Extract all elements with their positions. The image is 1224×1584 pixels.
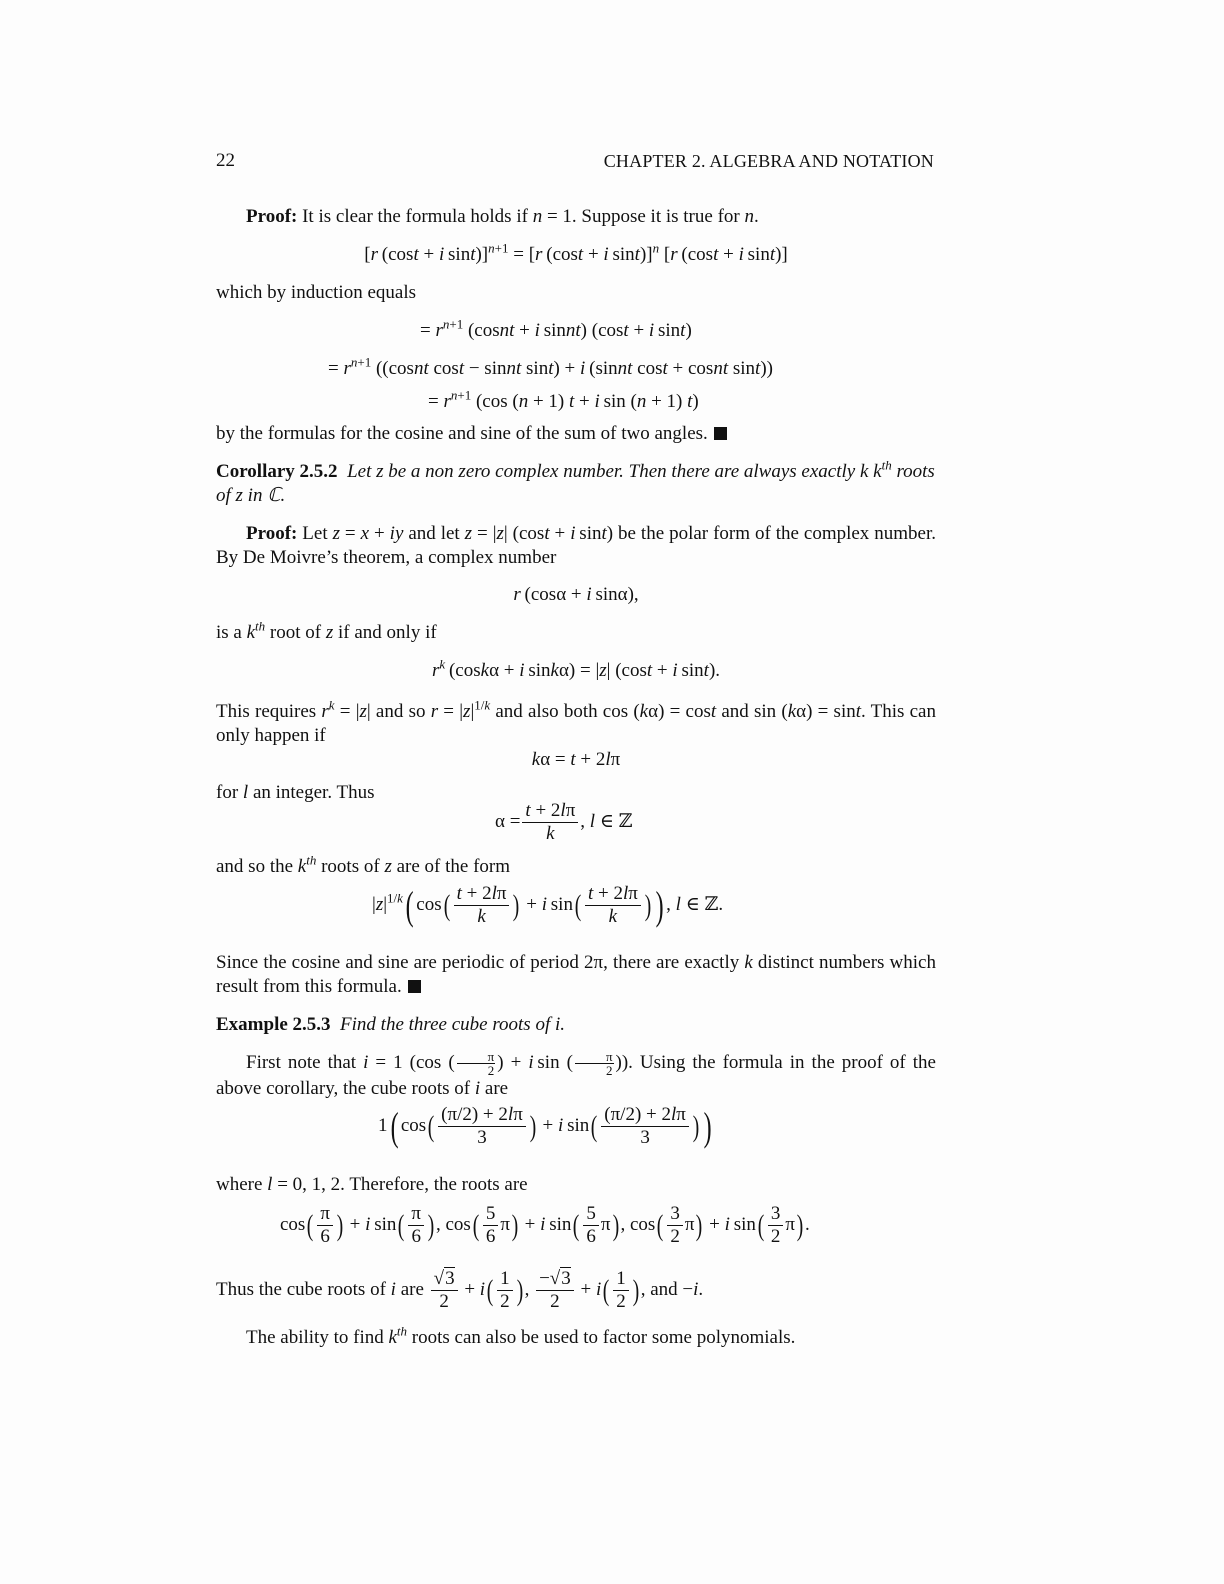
corollary-2-5-2: Corollary 2.5.2 Let z be a non zero complex number. Then there are always exactly k $k^{th}$ roots of z in ℂ. bbox=[216, 457, 935, 506]
page-number: 22 bbox=[216, 150, 235, 171]
equation-roots-form: $|z|^{1/k}$( cos( $\frac{t + 2l\pi}{k}$ ) + i sin( $\frac{t + 2l\pi}{k}$ ) ) , l ∈ ℤ. bbox=[372, 882, 724, 928]
equation-k-alpha: kα = t + 2lπ bbox=[531, 749, 621, 770]
equation-line-3: = $r^{n+1}$ (cos (n + 1) t + i sin (n + 1) t) bbox=[428, 387, 699, 412]
proof2-label: Proof: bbox=[246, 523, 298, 544]
qed-square-icon bbox=[714, 427, 727, 440]
induction-text: which by induction equals bbox=[216, 282, 416, 303]
proof2-intro: Proof: Let z = x + iy and let z = |z| (cost + i sint) be the polar form of the complex number. By De Moivre’s theorem, a complex number bbox=[216, 523, 936, 568]
example-statement: Find the three cube roots of i. bbox=[340, 1014, 565, 1035]
equation-root-condition: $r^k$ (coskα + i sinkα) = |z| (cost + i sint). bbox=[431, 656, 721, 681]
roots-form-text: and so the $k^{th}$ roots of z are of the form bbox=[216, 852, 511, 877]
periodic-text: Since the cosine and sine are periodic of period 2π, there are exactly k distinct numbers which result from this formula. bbox=[216, 952, 936, 997]
cube-roots-result: Thus the cube roots of i are $\frac{√3}{2}$ + i( $\frac{1}{2}$ ), $\frac{-√3}{2}$ + i( $\frac{1}{2}$ ), and −i. bbox=[216, 1268, 704, 1312]
example-intro: First note that i = 1 (cos ( $\frac{\pi}{2}$ ) + i sin ( $\frac{\pi}{2}$ )). Using the formula in the proof of the above corollary, the cube roots of i are bbox=[216, 1049, 936, 1099]
equation-induction-step: [r (cost + i sint)]$^{n+1}$ = [r (cost + i sint)]$^n$ [r (cost + i sint)] bbox=[364, 240, 788, 265]
equation-polar-form: r (cosα + i sinα), bbox=[513, 584, 639, 605]
kth-root-condition: is a $k^{th}$ root of z if and only if bbox=[216, 618, 437, 643]
proof-intro: Proof: It is clear the formula holds if n = 1. Suppose it is true for n. bbox=[246, 206, 759, 227]
equation-roots-list: cos( $\frac{\pi}{6}$ ) + i sin( $\frac{\pi}{6}$ ), cos( $\frac{5}{6}$ π) + i sin( $\frac{5}{6}$ π), cos( $\frac{3}{2}$ π) + i sin( $\frac{3}{2}$ π). bbox=[280, 1203, 810, 1247]
equation-cube-roots: 1( cos( $\frac{(\pi/2) + 2l\pi}{3}$ ) + i sin( $\frac{(\pi/2) + 2l\pi}{3}$ ) ) bbox=[378, 1103, 712, 1149]
polynomial-factor-text: The ability to find $k^{th}$ roots can also be used to factor some polynomials. bbox=[246, 1323, 796, 1348]
proof-closing-text: by the formulas for the cosine and sine of the sum of two angles. bbox=[216, 423, 708, 444]
corollary-label: Corollary 2.5.2 bbox=[216, 461, 338, 482]
example-label: Example 2.5.3 bbox=[216, 1014, 331, 1035]
qed-square-icon-2 bbox=[408, 980, 421, 993]
equation-alpha: α = $\frac{t + 2l\pi}{k}$ , l ∈ ℤ bbox=[495, 800, 633, 844]
proof-label: Proof: bbox=[246, 206, 298, 227]
roots-values-text: where l = 0, 1, 2. Therefore, the roots are bbox=[216, 1174, 528, 1195]
example-2-5-3 bbox=[216, 1013, 936, 1037]
equation-line-2: = $r^{n+1}$ ((cosnt cost − sinnt sint) + i (sinnt cost + cosnt sint)) bbox=[328, 354, 773, 379]
equation-line-1: = $r^{n+1}$ (cosnt + i sinnt) (cost + i sint) bbox=[420, 316, 692, 341]
chapter-title: CHAPTER 2. ALGEBRA AND NOTATION bbox=[603, 151, 934, 171]
requirement-text: This requires $r^k = |z|$ and so $r = |z|^{1/k}$ and also both cos (kα) = cost and sin (kα) = sint. This can only happen if bbox=[216, 697, 936, 746]
integer-text: for l an integer. Thus bbox=[216, 782, 375, 803]
proof-closing bbox=[216, 422, 936, 446]
